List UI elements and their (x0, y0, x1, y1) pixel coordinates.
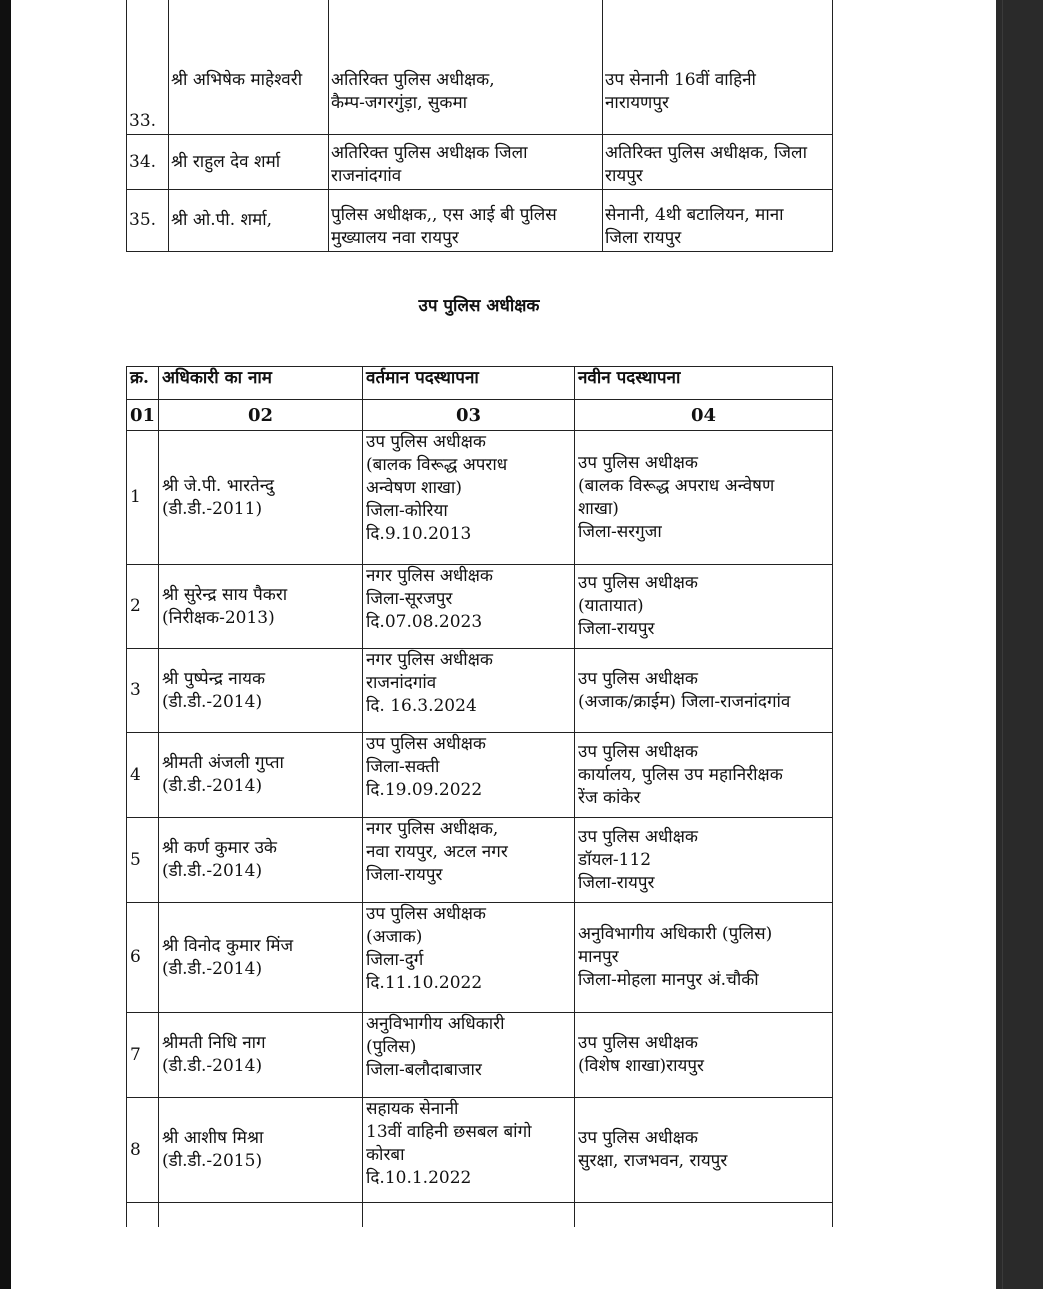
current-posting-line: जिला-बलौदाबाजार (366, 1060, 482, 1080)
row-serial: 8 (127, 1098, 159, 1203)
table-row (127, 0, 833, 135)
new-posting-line: रायपुर (605, 166, 643, 186)
new-posting-line: मानपुर (578, 947, 619, 967)
officer-name-line: (डी.डी.-2015) (162, 1151, 263, 1171)
current-posting-line: (पुलिस) (366, 1037, 417, 1057)
current-posting (363, 431, 575, 565)
current-posting-line: पुलिस अधीक्षक,, एस आई बी पुलिस (331, 205, 557, 225)
column-number: 02 (159, 400, 363, 431)
officer-name-line: श्री कर्ण कुमार उके (162, 838, 277, 858)
table-row (127, 903, 833, 1013)
table-row (127, 135, 833, 190)
current-posting (329, 135, 603, 190)
new-posting-line: उप पुलिस अधीक्षक (578, 741, 698, 762)
row-serial: 2 (127, 565, 159, 649)
current-posting-line: अतिरिक्त पुलिस अधीक्षक जिला (331, 143, 528, 163)
current-posting-line: दि.9.10.2013 (366, 524, 472, 544)
new-posting (575, 818, 833, 903)
current-posting-line: उप पुलिस अधीक्षक (366, 734, 486, 754)
new-posting-line: सुरक्षा, राजभवन, रायपुर (578, 1151, 728, 1171)
new-posting-line: (अजाक/क्राईम) जिला-राजनांदगांव (578, 691, 791, 712)
current-posting (363, 1013, 575, 1098)
officer-name (159, 903, 363, 1013)
current-posting-line: सहायक सेनानी (366, 1099, 459, 1119)
column-number: 04 (575, 400, 833, 431)
row-serial: 5 (127, 818, 159, 903)
officer-name-line: श्री जे.पी. भारतेन्दु (162, 475, 275, 496)
new-posting (603, 190, 833, 252)
current-posting-line: नगर पुलिस अधीक्षक (366, 650, 493, 670)
current-posting-line: अन्वेषण शाखा) (366, 478, 462, 498)
row-serial: 7 (127, 1013, 159, 1098)
current-posting (363, 1098, 575, 1203)
new-posting-line: जिला-सरगुजा (578, 521, 662, 542)
officer-name (159, 733, 363, 818)
new-posting-line: उप पुलिस अधीक्षक (578, 1033, 698, 1053)
empty-cell (127, 1203, 159, 1227)
current-posting-line: नगर पुलिस अधीक्षक, (366, 819, 499, 839)
new-posting (575, 903, 833, 1013)
current-posting-line: अनुविभागीय अधिकारी (366, 1014, 505, 1034)
new-posting-line: उप पुलिस अधीक्षक (578, 826, 698, 847)
officer-name-line: (डी.डी.-2011) (162, 498, 263, 519)
officer-name (159, 431, 363, 565)
new-posting (603, 0, 833, 135)
current-posting (363, 565, 575, 649)
current-posting-line: नवा रायपुर, अटल नगर (366, 842, 508, 862)
current-posting-line: दि.19.09.2022 (366, 780, 483, 800)
table-row (127, 431, 833, 565)
new-posting-line: अनुविभागीय अधिकारी (पुलिस) (578, 924, 773, 944)
dsp-transfer-table (126, 366, 833, 1227)
table-row (127, 565, 833, 649)
new-posting (575, 1013, 833, 1098)
header-current-posting: वर्तमान पदस्थापना (363, 367, 575, 400)
empty-cell (575, 1203, 833, 1227)
current-posting-line: अतिरिक्त पुलिस अधीक्षक, (331, 70, 495, 90)
column-number-row (127, 400, 833, 431)
current-posting (329, 0, 603, 135)
column-number: 03 (363, 400, 575, 431)
table-row (127, 190, 833, 252)
officer-name: श्री अभिषेक माहेश्वरी (169, 0, 329, 135)
current-posting-line: जिला-दुर्ग (366, 950, 424, 970)
new-posting-line: उप पुलिस अधीक्षक (578, 668, 698, 689)
viewer-scrollbar-track[interactable] (996, 0, 1043, 1289)
table-row-partial (127, 1203, 833, 1227)
table-row (127, 649, 833, 733)
new-posting (575, 565, 833, 649)
row-serial: 1 (127, 431, 159, 565)
table-row (127, 818, 833, 903)
table-row (127, 1098, 833, 1203)
officer-name-line: (निरीक्षक-2013) (162, 607, 275, 628)
current-posting-line: उप पुलिस अधीक्षक (366, 432, 486, 452)
current-posting (363, 733, 575, 818)
empty-cell (363, 1203, 575, 1227)
current-posting-line: राजनांदगांव (331, 166, 402, 186)
new-posting-line: उप पुलिस अधीक्षक (578, 573, 698, 593)
new-posting-line: उप पुलिस अधीक्षक (578, 1128, 698, 1148)
new-posting-line: शाखा) (578, 498, 619, 519)
officer-name-line: श्री सुरेन्द्र साय पैकरा (162, 584, 288, 605)
current-posting-line: दि.10.1.2022 (366, 1168, 472, 1188)
transfer-table-continued (126, 0, 833, 252)
row-serial: 34. (127, 135, 169, 190)
current-posting-line: जिला-रायपुर (366, 865, 443, 885)
new-posting-line: नारायणपुर (605, 93, 669, 113)
officer-name (159, 565, 363, 649)
current-posting (363, 818, 575, 903)
header-officer-name: अधिकारी का नाम (159, 367, 363, 400)
new-posting-line: (बालक विरूद्ध अपराध अन्वेषण (578, 475, 775, 496)
current-posting-line: जिला-कोरिया (366, 501, 448, 521)
officer-name-line: श्री पुष्पेन्द्र नायक (162, 668, 266, 689)
new-posting-line: जिला-रायपुर (578, 872, 655, 893)
officer-name-line: (डी.डी.-2014) (162, 861, 263, 881)
new-posting-line: रेंज कांकेर (578, 787, 641, 808)
empty-cell (159, 1203, 363, 1227)
new-posting (575, 431, 833, 565)
current-posting-line: दि. 16.3.2024 (366, 696, 477, 716)
row-serial: 4 (127, 733, 159, 818)
officer-name (159, 1098, 363, 1203)
table-row (127, 733, 833, 818)
officer-name-line: (डी.डी.-2014) (162, 958, 263, 979)
current-posting-line: 13वीं वाहिनी छसबल बांगो (366, 1122, 532, 1142)
officer-name-line: श्रीमती निधि नाग (162, 1033, 266, 1053)
table-row (127, 1013, 833, 1098)
officer-name (159, 649, 363, 733)
current-posting-line: नगर पुलिस अधीक्षक (366, 566, 493, 586)
section-heading: उप पुलिस अधीक्षक (418, 296, 540, 316)
officer-name (159, 818, 363, 903)
officer-name-line: (डी.डी.-2014) (162, 691, 263, 712)
current-posting-line: जिला-सूरजपुर (366, 589, 453, 609)
officer-name-line: (डी.डी.-2014) (162, 1056, 263, 1076)
row-serial: 35. (127, 190, 169, 252)
officer-name: श्री ओ.पी. शर्मा, (169, 190, 329, 252)
current-posting-line: जिला-सक्ती (366, 757, 440, 777)
current-posting-line: (बालक विरूद्ध अपराध (366, 455, 508, 475)
table-header-row (127, 367, 833, 400)
current-posting (329, 190, 603, 252)
current-posting-line: दि.07.08.2023 (366, 612, 483, 632)
officer-name: श्री राहुल देव शर्मा (169, 135, 329, 190)
officer-name-line: श्रीमती अंजली गुप्ता (162, 753, 284, 773)
current-posting-line: (अजाक) (366, 927, 423, 947)
new-posting-line: उप पुलिस अधीक्षक (578, 452, 698, 473)
new-posting-line: उप सेनानी 16वीं वाहिनी (605, 70, 756, 90)
row-serial: 33. (127, 0, 169, 135)
new-posting (575, 649, 833, 733)
new-posting-line: डॉयल-112 (578, 849, 652, 870)
row-serial: 3 (127, 649, 159, 733)
current-posting-line: दि.11.10.2022 (366, 973, 483, 993)
new-posting (575, 733, 833, 818)
column-number: 01 (127, 400, 159, 431)
new-posting-line: कार्यालय, पुलिस उप महानिरीक्षक (578, 764, 783, 785)
officer-name-line: (डी.डी.-2014) (162, 776, 263, 796)
new-posting-line: अतिरिक्त पुलिस अधीक्षक, जिला (605, 143, 807, 163)
current-posting-line: राजनांदगांव (366, 673, 437, 693)
viewer-left-edge (0, 0, 11, 1289)
new-posting (575, 1098, 833, 1203)
row-serial: 6 (127, 903, 159, 1013)
current-posting-line: कोरबा (366, 1145, 405, 1165)
new-posting-line: जिला-मोहला मानपुर अं.चौकी (578, 970, 759, 990)
current-posting-line: मुख्यालय नवा रायपुर (331, 228, 459, 248)
header-serial: क्र. (127, 367, 159, 400)
current-posting (363, 903, 575, 1013)
new-posting (603, 135, 833, 190)
current-posting-line: उप पुलिस अधीक्षक (366, 904, 486, 924)
new-posting-line: सेनानी, 4थी बटालियन, माना (605, 205, 784, 225)
current-posting-line: कैम्प-जगरगुंड़ा, सुकमा (331, 93, 468, 113)
officer-name-line: श्री विनोद कुमार मिंज (162, 935, 294, 956)
new-posting-line: जिला-रायपुर (578, 619, 655, 639)
new-posting-line: (यातायात) (578, 596, 644, 616)
current-posting (363, 649, 575, 733)
new-posting-line: (विशेष शाखा)रायपुर (578, 1056, 705, 1076)
officer-name (159, 1013, 363, 1098)
officer-name-line: श्री आशीष मिश्रा (162, 1128, 264, 1148)
header-new-posting: नवीन पदस्थापना (575, 367, 833, 400)
new-posting-line: जिला रायपुर (605, 228, 682, 248)
